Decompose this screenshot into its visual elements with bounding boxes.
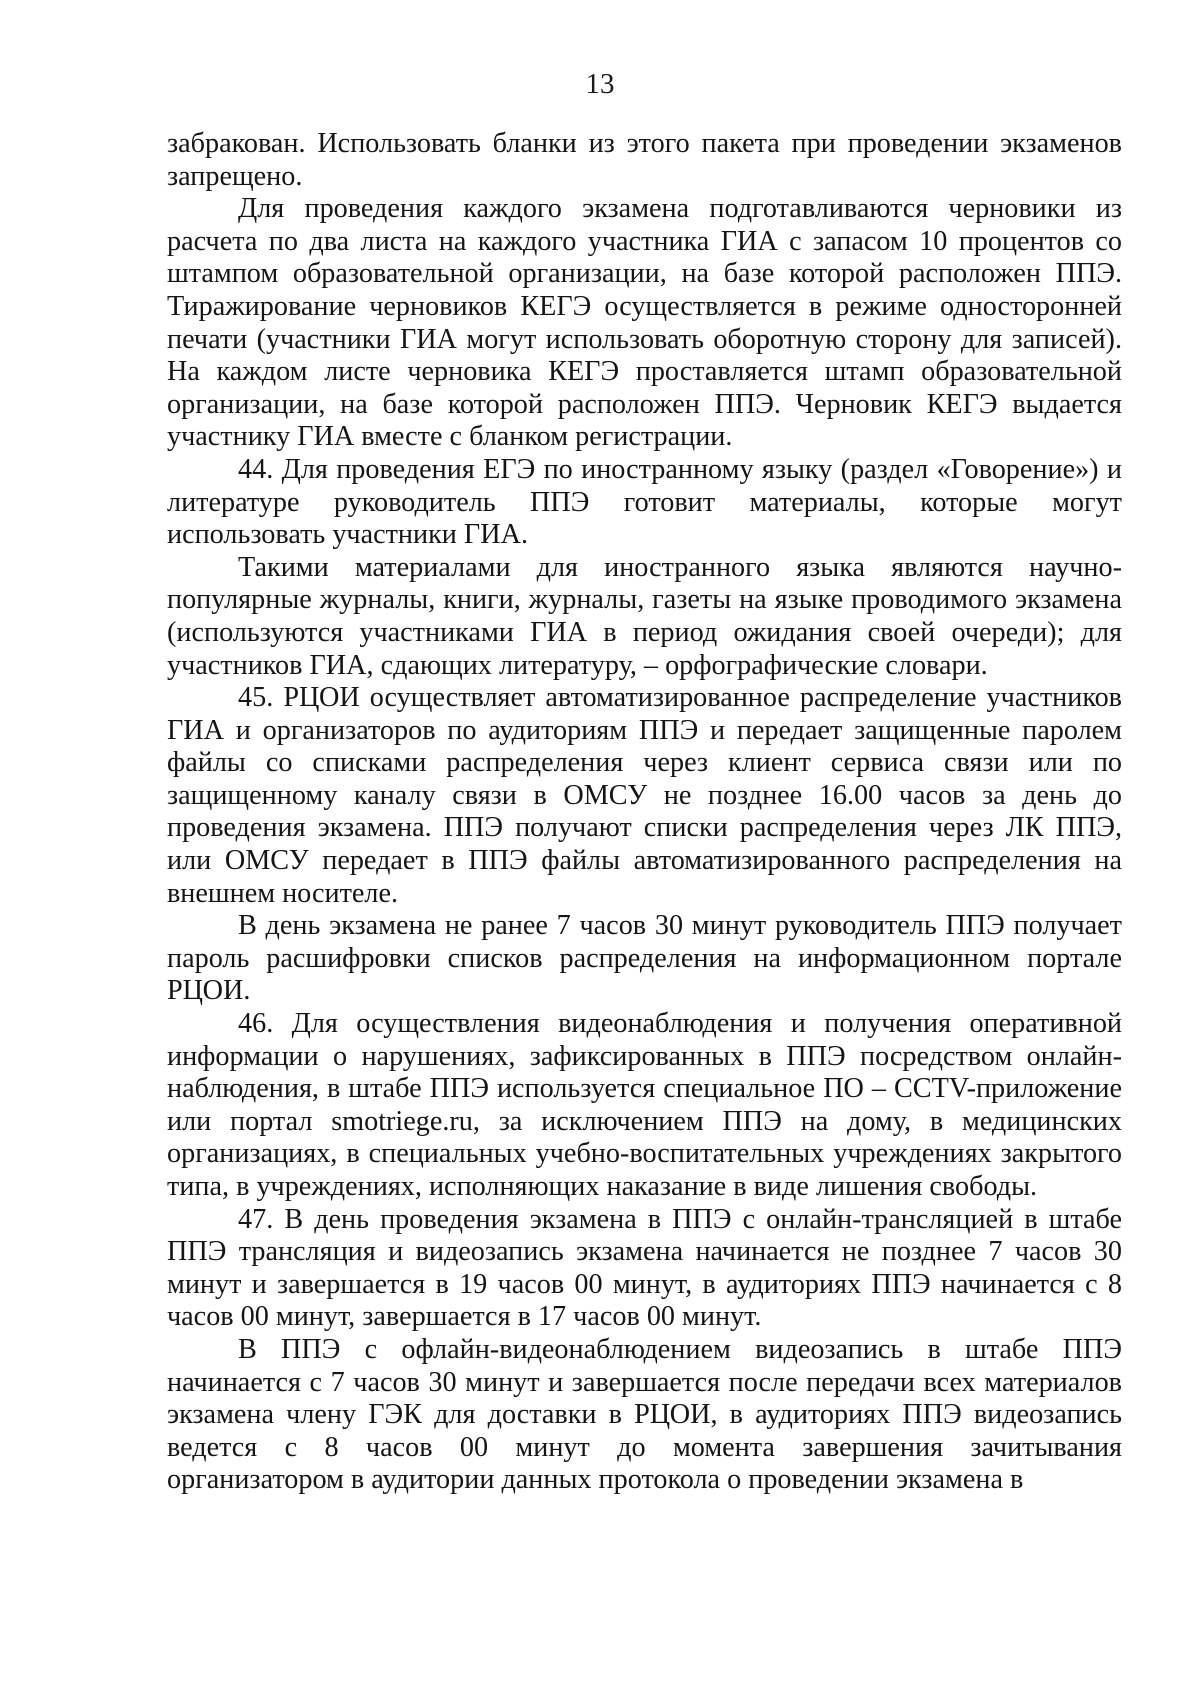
document-body bbox=[167, 128, 1122, 1497]
page-number: 13 bbox=[585, 68, 615, 100]
paragraph: забракован. Использовать бланки из этого пакета при проведении экзаменов запрещено. bbox=[167, 128, 1122, 192]
paragraph-item-44: 44. Для проведения ЕГЭ по иностранному языку (раздел «Говорение») и литературе руководитель ППЭ готовит материалы, которые могут использовать участники ГИА. bbox=[167, 453, 1122, 551]
paragraph: В день экзамена не ранее 7 часов 30 минут руководитель ППЭ получает пароль расшифровки списков распределения на информационном портале РЦОИ. bbox=[167, 910, 1122, 1007]
paragraph-item-47: 47. В день проведения экзамена в ППЭ с онлайн-трансляцией в штабе ППЭ трансляция и видеозапись экзамена начинается не позднее 7 часов 30 минут и завершается в 19 часов 00 минут, в аудиториях ППЭ начинается с 8 часов 00 минут, завершается в 17 часов 00 минут. bbox=[167, 1203, 1122, 1333]
paragraph: В ППЭ с офлайн-видеонаблюдением видеозапись в штабе ППЭ начинается с 7 часов 30 минут и завершается после передачи всех материалов экзамена члену ГЭК для доставки в РЦОИ, в аудиториях ППЭ видеозапись ведется с 8 часов 00 минут до момента завершения зачитывания организатором в аудитории данных протокола о проведении экзамена в bbox=[167, 1333, 1122, 1496]
paragraph: Такими материалами для иностранного языка являются научно-популярные журналы, книги, журналы, газеты на языке проводимого экзамена (используются участниками ГИА в период ожидания своей очереди); для участников ГИА, сдающих литературу, – орфографические словари. bbox=[167, 551, 1122, 681]
paragraph-item-45: 45. РЦОИ осуществляет автоматизированное распределение участников ГИА и организаторов по аудиториям ППЭ и передает защищенные паролем файлы со списками распределения через клиент сервиса связи или по защищенному каналу связи в ОМСУ не позднее 16.00 часов за день до проведения экзамена. ППЭ получают списки распределения через ЛК ППЭ, или ОМСУ передает в ППЭ файлы автоматизированного распределения на внешнем носителе. bbox=[167, 682, 1122, 909]
paragraph: Для проведения каждого экзамена подготавливаются черновики из расчета по два листа на каждого участника ГИА с запасом 10 процентов со штампом образовательной организации, на базе которой расположен ППЭ. Тиражирование черновиков КЕГЭ осуществляется в режиме односторонней печати (участники ГИА могут использовать оборотную сторону для записей). На каждом листе черновика КЕГЭ проставляется штамп образовательной организации, на базе которой расположен ППЭ. Черновик КЕГЭ выдается участнику ГИА вместе с бланком регистрации. bbox=[167, 193, 1122, 453]
paragraph-item-46: 46. Для осуществления видеонаблюдения и получения оперативной информации о нарушениях, зафиксированных в ППЭ посредством онлайн-наблюдения, в штабе ППЭ используется специальное ПО – CCTV-приложение или портал smotriege.ru, за исключением ППЭ на дому, в медицинских организациях, в специальных учебно-воспитательных учреждениях закрытого типа, в учреждениях, исполняющих наказание в виде лишения свободы. bbox=[167, 1008, 1122, 1202]
